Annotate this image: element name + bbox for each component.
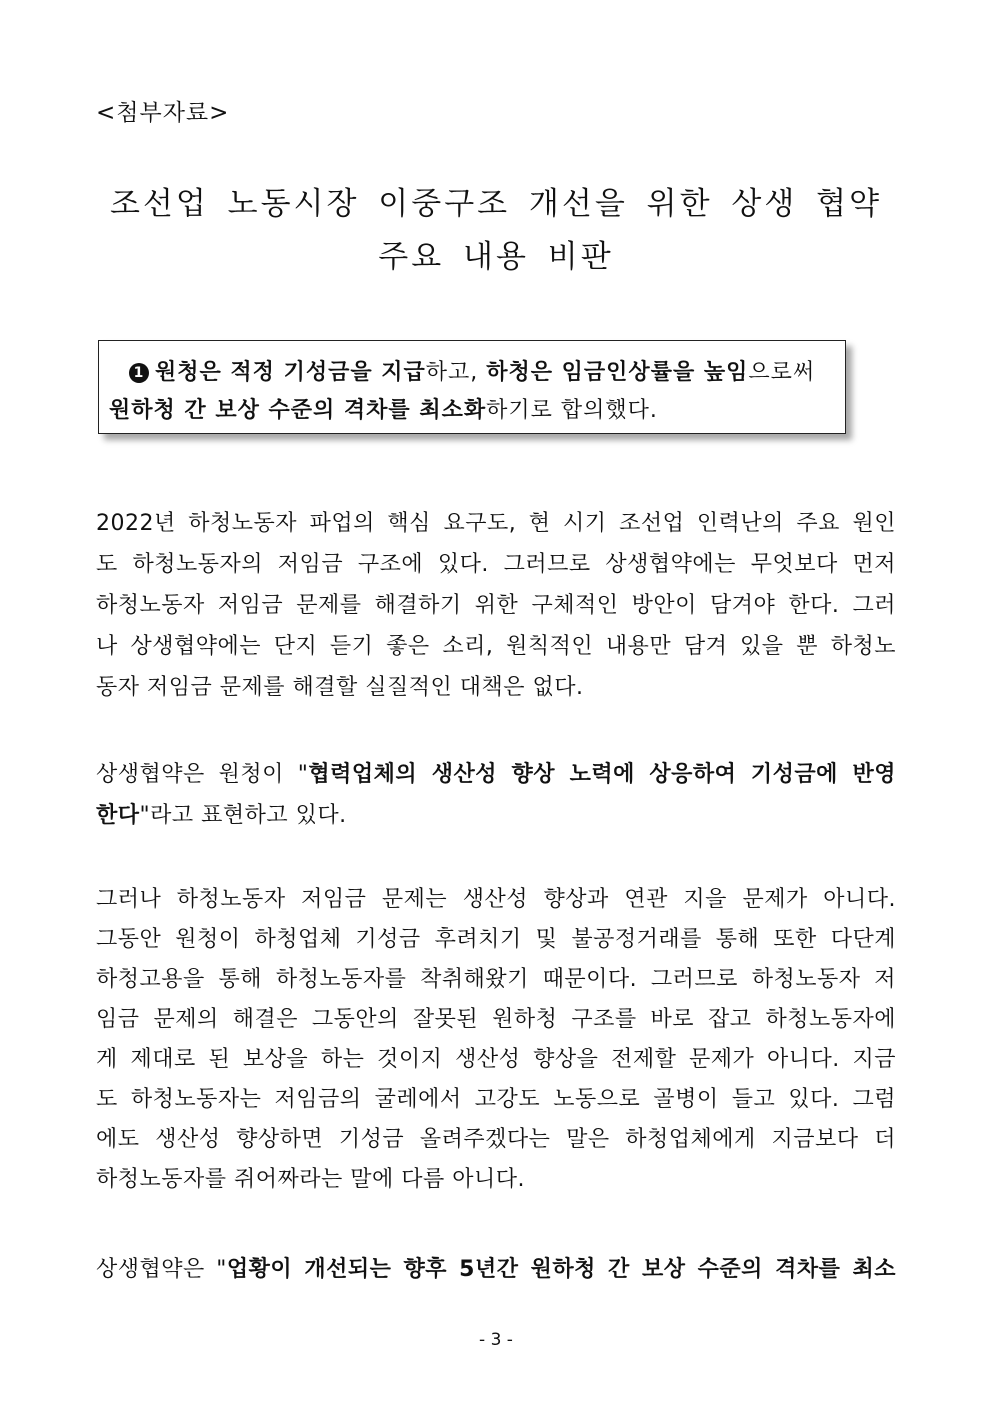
paragraph-2-prefix: 상생협약은 원청이 " bbox=[96, 762, 309, 787]
callout-bold-text: 원하청 간 보상 수준의 격차를 최소화 bbox=[109, 398, 487, 423]
paragraph-3-line: 임금 문제의 해결은 그동안의 잘못된 원하청 구조를 바로 잡고 하청노동자에 bbox=[96, 1007, 896, 1032]
numbered-bullet-icon: 1 bbox=[129, 363, 149, 383]
paragraph-3-line: 도 하청노동자는 저임금의 굴레에서 고강도 노동으로 골병이 들고 있다. 그럼 bbox=[96, 1087, 896, 1112]
callout-bold-text: 원청은 적정 기성금을 지급 bbox=[155, 360, 426, 385]
paragraph-3-line: 에도 생산성 향상하면 기성금 올려주겠다는 말은 하청업체에게 지금보다 더 bbox=[96, 1127, 896, 1152]
callout-bold-text: 하청은 임금인상률을 높임 bbox=[486, 360, 749, 385]
paragraph-4-prefix: 상생협약은 " bbox=[96, 1257, 227, 1282]
paragraph-3-line: 게 제대로 된 보상을 하는 것이지 생산성 향상을 전제할 문제가 아니다. 지금 bbox=[96, 1047, 896, 1072]
paragraph-2-suffix: "라고 표현하고 있다. bbox=[139, 803, 347, 828]
callout-line-1 bbox=[129, 355, 815, 386]
paragraph-2-quote-bold: 협력업체의 생산성 향상 노력에 상응하여 기성금에 반영 bbox=[308, 762, 896, 787]
paragraph-3-line: 하청고용을 통해 하청노동자를 착취해왔기 때문이다. 그러므로 하청노동자 저 bbox=[96, 967, 896, 992]
paragraph-1-line: 나 상생협약에는 단지 듣기 좋은 소리, 원칙적인 내용만 담겨 있을 뿐 하청노 bbox=[96, 634, 896, 659]
paragraph-3-line: 그동안 원청이 하청업체 기성금 후려치기 및 불공정거래를 통해 또한 다단계 bbox=[96, 927, 896, 952]
paragraph-4-quote-bold: 업황이 개선되는 향후 5년간 원하청 간 보상 수준의 격차를 최소 bbox=[226, 1257, 897, 1282]
paragraph-1-line: 2022년 하청노동자 파업의 핵심 요구도, 현 시기 조선업 인력난의 주요 원인 bbox=[96, 511, 896, 536]
callout-plain-text: 하기로 합의했다. bbox=[486, 398, 658, 423]
paragraph-2-line-1 bbox=[96, 757, 896, 788]
paragraph-2-quote-bold: 한다 bbox=[96, 803, 140, 828]
page-number: - 3 - bbox=[479, 1330, 513, 1350]
paragraph-3-line: 그러나 하청노동자 저임금 문제는 생산성 향상과 연관 지을 문제가 아니다. bbox=[96, 887, 896, 912]
summary-callout-box bbox=[98, 340, 846, 434]
paragraph-1-line: 하청노동자 저임금 문제를 해결하기 위한 구체적인 방안이 담겨야 한다. 그러 bbox=[96, 593, 896, 618]
document-title-line-1: 조선업 노동시장 이중구조 개선을 위한 상생 협약 bbox=[109, 186, 883, 222]
paragraph-4-line-1 bbox=[96, 1252, 896, 1283]
attachment-label: <첨부자료> bbox=[96, 100, 230, 126]
callout-line-2 bbox=[109, 393, 658, 424]
callout-plain-text: 하고, bbox=[425, 360, 487, 385]
paragraph-1-line: 도 하청노동자의 저임금 구조에 있다. 그러므로 상생협약에는 무엇보다 먼저 bbox=[96, 552, 896, 577]
callout-plain-text: 으로써 bbox=[748, 360, 816, 385]
paragraph-3-line: 하청노동자를 쥐어짜라는 말에 다름 아니다. bbox=[96, 1167, 526, 1192]
paragraph-1-line: 동자 저임금 문제를 해결할 실질적인 대책은 없다. bbox=[96, 675, 584, 700]
document-title-line-2: 주요 내용 비판 bbox=[378, 239, 614, 275]
paragraph-2-line-2 bbox=[96, 798, 896, 829]
